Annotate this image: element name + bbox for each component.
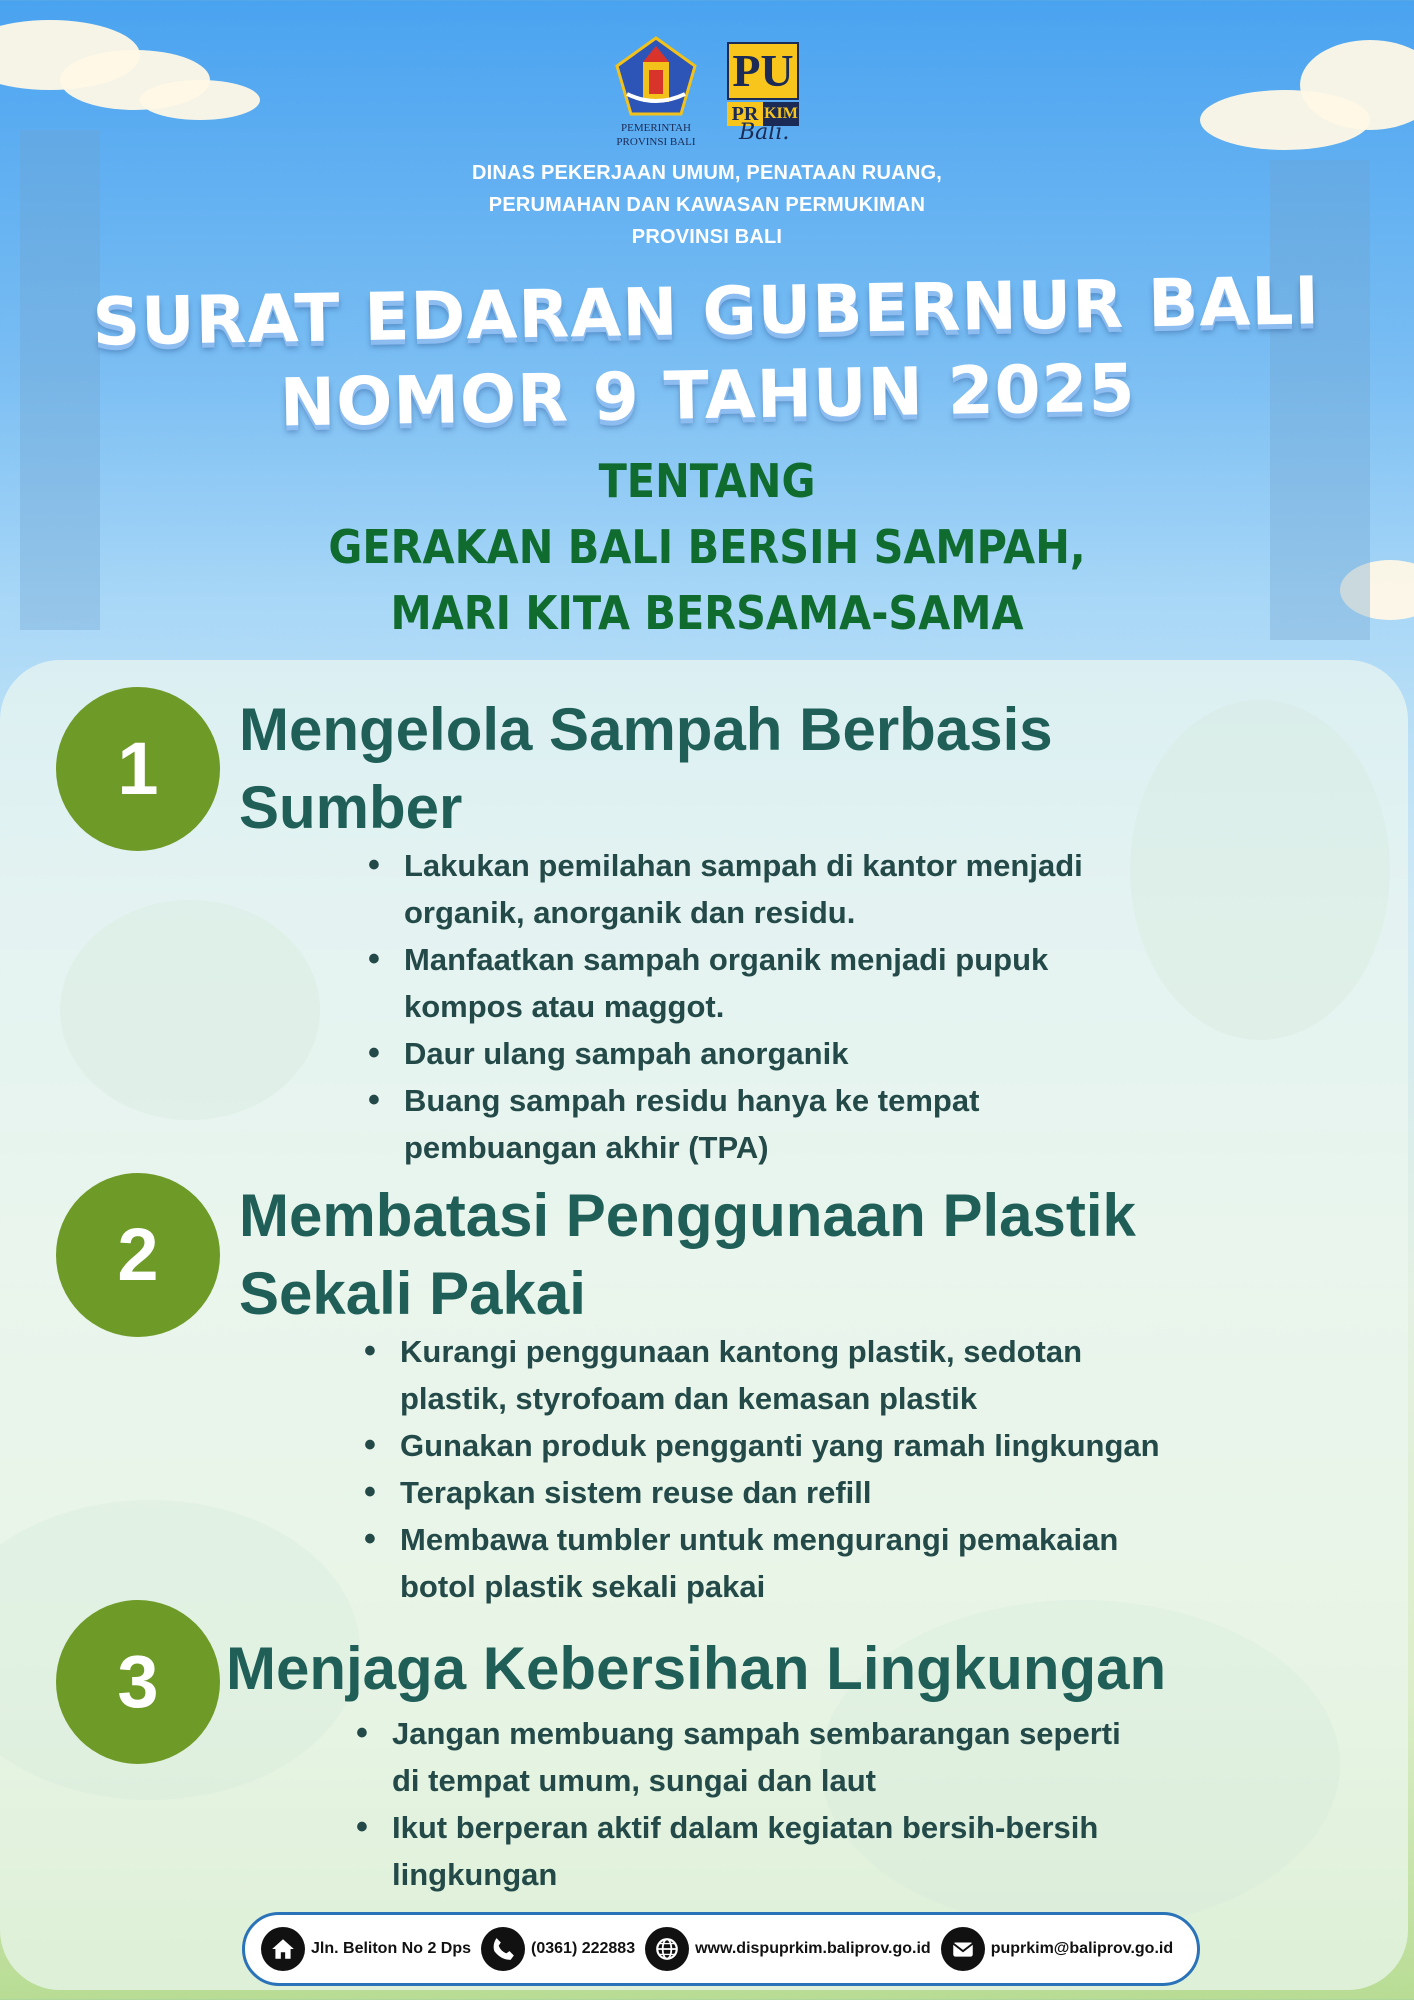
bullet-list [366, 842, 1083, 1171]
logo-bali-text: Bali. [739, 120, 790, 145]
list-item: • Membawa tumbler untuk mengurangi pemakaian botol plastik sekali pakai [362, 1516, 1160, 1610]
section-number-badge: 2 [56, 1173, 220, 1337]
logo-pu-text: PU [727, 42, 799, 100]
section-title [239, 1177, 1136, 1333]
email-item[interactable] [941, 1927, 1173, 1971]
contact-footer [242, 1912, 1200, 1986]
logo-pr-text: PR [727, 102, 763, 126]
section-title-line: Mengelola Sampah Berbasis [239, 696, 1053, 763]
title-line: SURAT EDARAN GUBERNUR BALI [91, 262, 1321, 361]
section-title [239, 691, 1053, 847]
email-link[interactable]: puprkim@baliprov.go.id [990, 1940, 1174, 1957]
list-item: • Terapkan sistem reuse dan refill [362, 1469, 1160, 1516]
logo-caption-1: PEMERINTAH [620, 122, 691, 134]
provinsi-bali-logo [611, 34, 701, 154]
section-title-line: Menjaga Kebersihan Lingkungan [226, 1635, 1167, 1702]
bullet-list [354, 1710, 1121, 1898]
list-item: • Ikut berperan aktif dalam kegiatan bersih-bersih lingkungan [354, 1804, 1121, 1898]
phone-text: (0361) 222883 [531, 1940, 636, 1957]
website-link[interactable]: www.dispuprkim.baliprov.go.id [695, 1940, 931, 1957]
provinsi-bali-emblem-icon [613, 34, 699, 120]
section-3 [56, 1600, 1386, 1900]
agency-line: PERUMAHAN DAN KAWASAN PERMUKIMAN [488, 194, 926, 216]
subtitle-line: GERAKAN BALI BERSIH SAMPAH, [328, 520, 1086, 574]
home-icon [261, 1927, 305, 1971]
bullet-list [362, 1328, 1160, 1610]
logos [0, 34, 1414, 154]
section-title [226, 1630, 1166, 1708]
list-item: • Lakukan pemilahan sampah di kantor menjadi organik, anorganik dan residu. [366, 842, 1083, 936]
section-1 [56, 687, 1386, 1167]
address-text: Jln. Beliton No 2 Dps [311, 1940, 472, 1957]
agency-line: PROVINSI BALI [631, 226, 783, 248]
subtitle-line: TENTANG [598, 454, 816, 508]
agency-line: DINAS PEKERJAAN UMUM, PENATAAN RUANG, [471, 162, 942, 184]
list-item: • Gunakan produk pengganti yang ramah lingkungan [362, 1422, 1160, 1469]
logo-kim-text: KIM [763, 102, 799, 126]
list-item: • Jangan membuang sampah sembarangan seperti di tempat umum, sungai dan laut [354, 1710, 1121, 1804]
page-title [0, 258, 1414, 451]
section-title-line: Membatasi Penggunaan Plastik [239, 1182, 1136, 1249]
mail-icon [941, 1927, 985, 1971]
list-item: • Daur ulang sampah anorganik [366, 1030, 1083, 1077]
list-item: • Kurangi penggunaan kantong plastik, sedotan plastik, styrofoam dan kemasan plastik [362, 1328, 1160, 1422]
section-title-line: Sekali Pakai [239, 1260, 586, 1327]
address-item [261, 1927, 471, 1971]
section-number-badge: 3 [56, 1600, 220, 1764]
page-subtitle [71, 448, 1344, 646]
agency-name [0, 157, 1414, 253]
phone-icon [481, 1927, 525, 1971]
logo-caption-2: PROVINSI BALI [616, 136, 696, 148]
puprkim-logo [723, 34, 803, 144]
phone-item[interactable] [481, 1927, 635, 1971]
header [0, 0, 1414, 660]
list-item: • Buang sampah residu hanya ke tempat pembuangan akhir (TPA) [366, 1077, 1083, 1171]
section-number-badge: 1 [56, 687, 220, 851]
section-2 [56, 1173, 1386, 1603]
subtitle-line: MARI KITA BERSAMA-SAMA [390, 586, 1024, 640]
section-title-line: Sumber [239, 774, 463, 841]
title-line: NOMOR 9 TAHUN 2025 [279, 349, 1137, 442]
list-item: • Manfaatkan sampah organik menjadi pupuk kompos atau maggot. [366, 936, 1083, 1030]
globe-icon [645, 1927, 689, 1971]
website-item[interactable] [645, 1927, 931, 1971]
